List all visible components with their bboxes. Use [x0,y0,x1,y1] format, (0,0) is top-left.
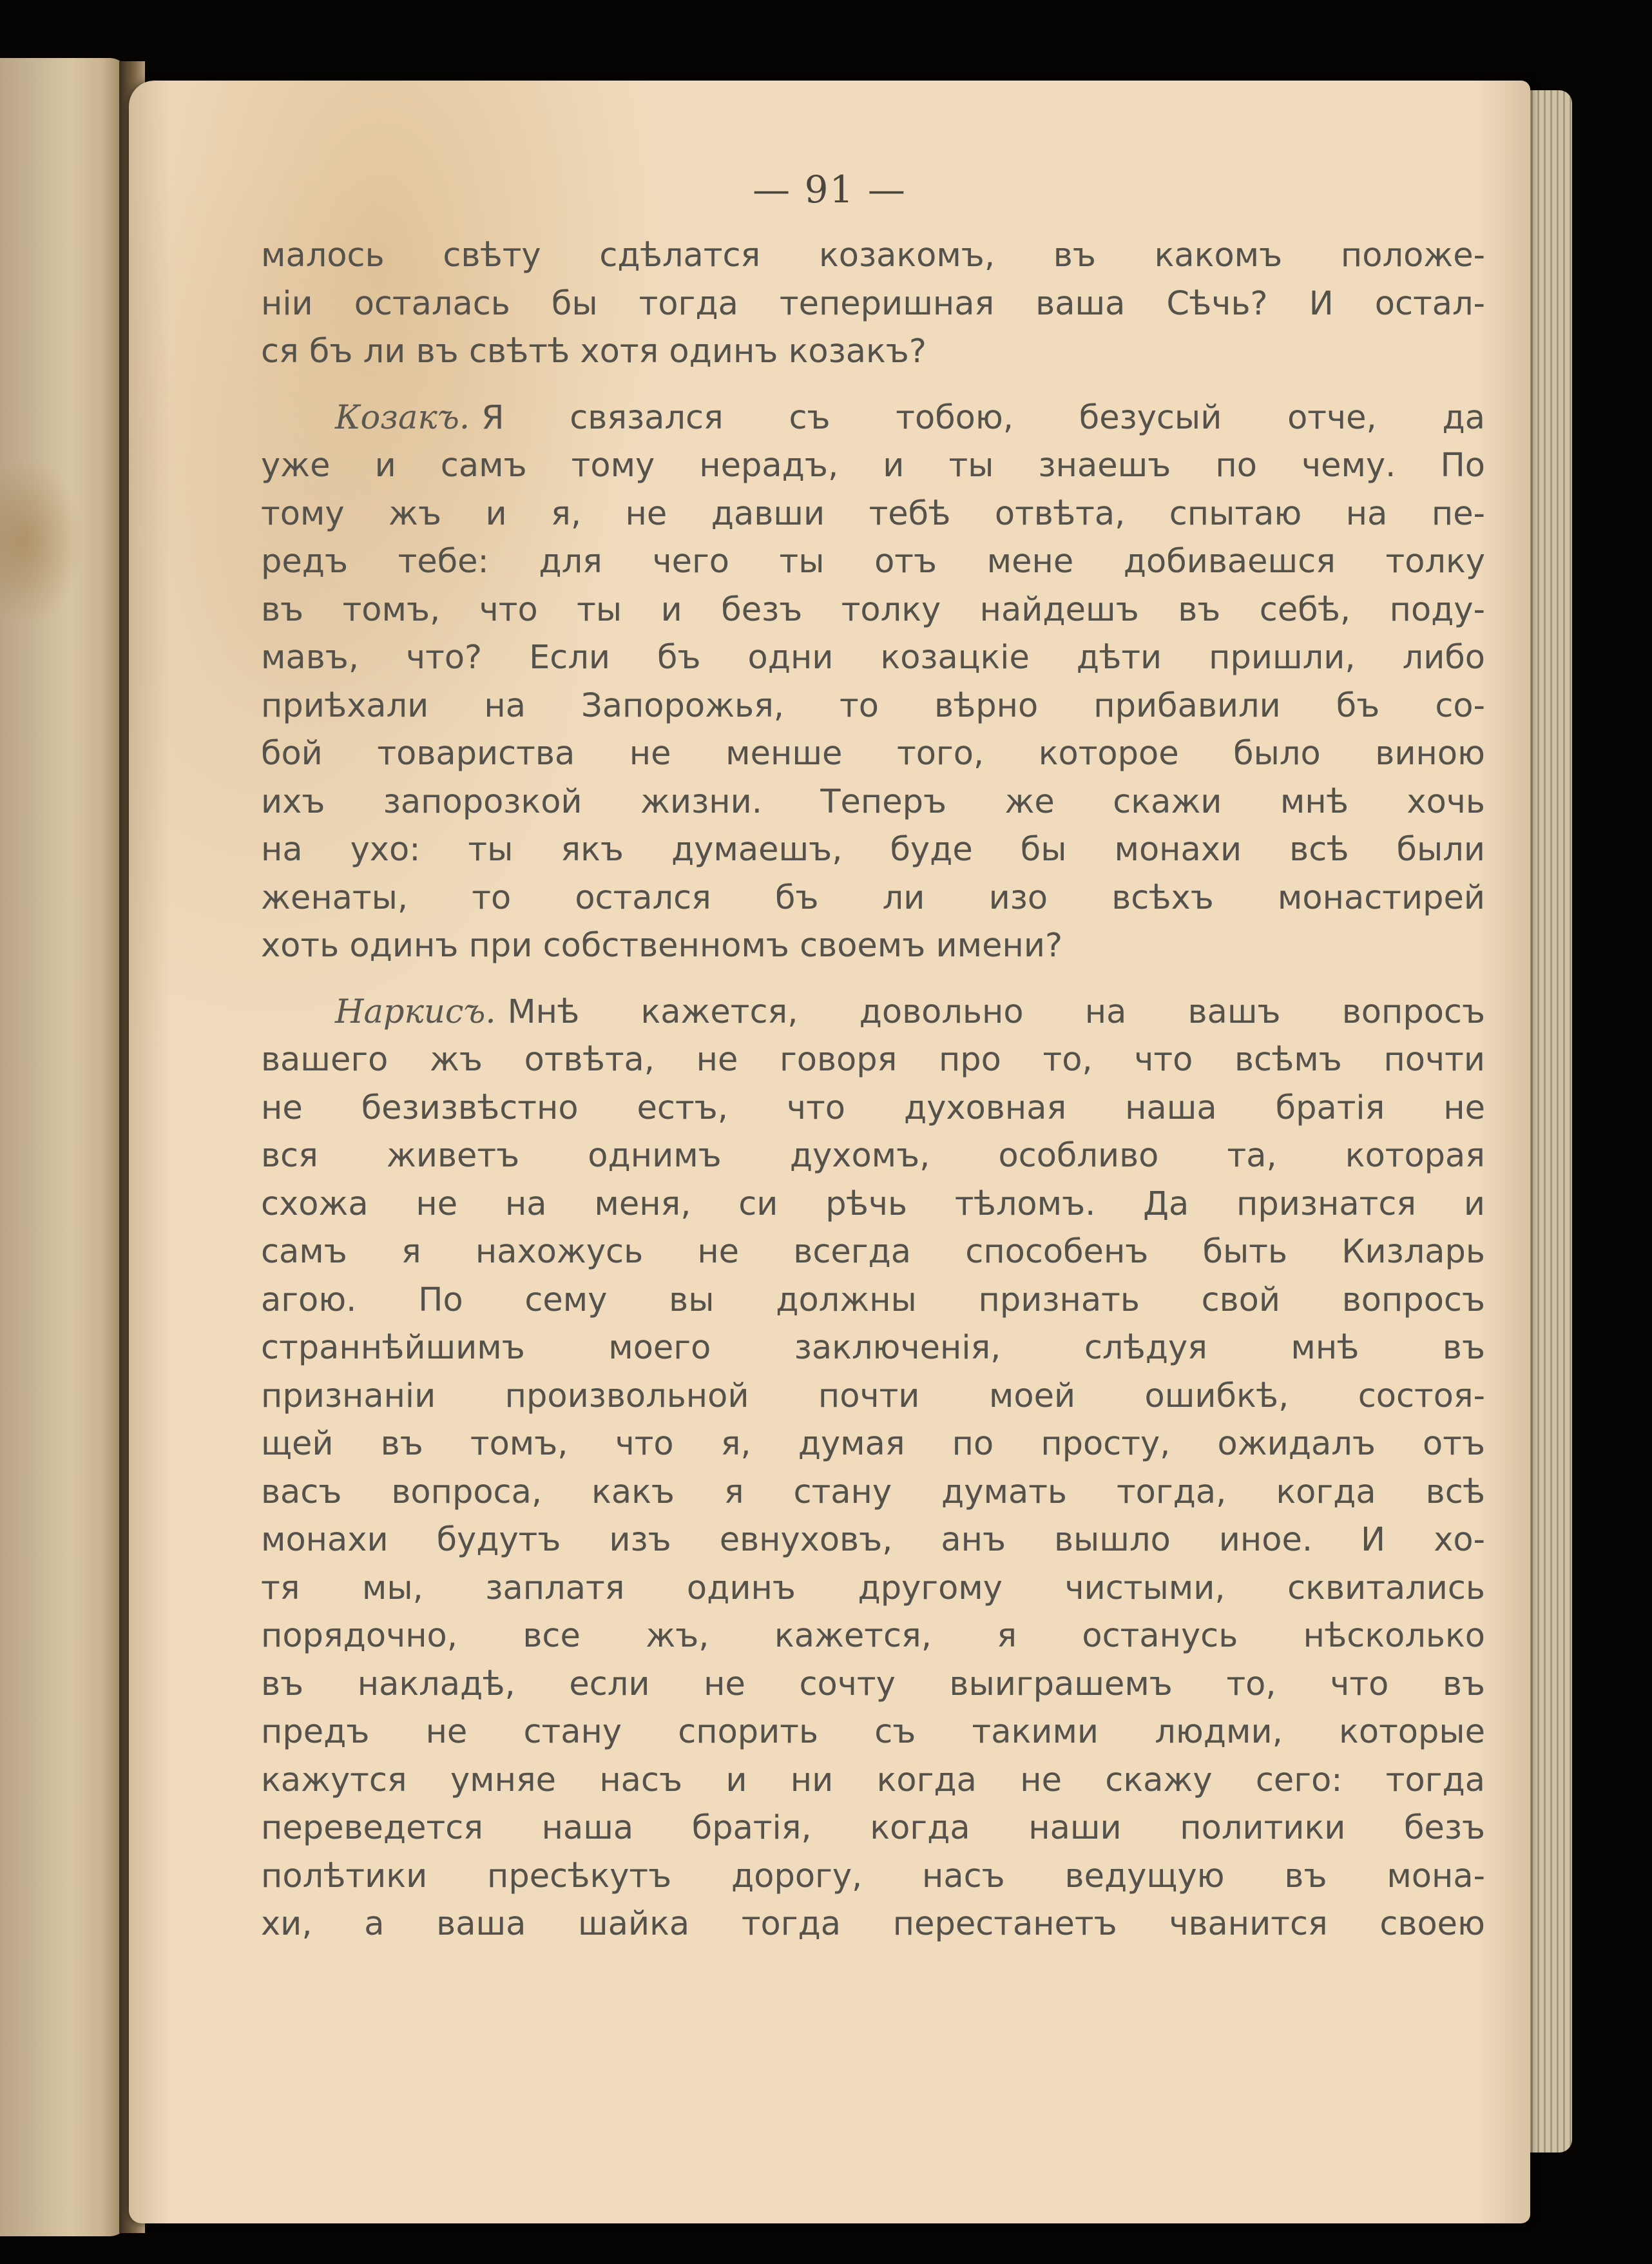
paragraph [261,394,1485,971]
text-line-content: Я связался съ тобою, безусый отче, да [481,398,1485,437]
text-line: схожа не на меня, си рѣчь тѣломъ. Да признатся и [261,1185,1485,1223]
text-line: предъ не стану спорить съ такими людми, которые [261,1713,1485,1751]
text-line: мавъ, что? Если бъ одни козацкiе дѣти пришли, либо [261,639,1485,677]
text-line: признанiи произвольной почти моей ошибкѣ, состоя- [261,1377,1485,1415]
text-line: переведется наша братiя, когда наши политики безъ [261,1809,1485,1847]
speaker-name: Козакъ. [335,398,470,437]
text-line [261,989,1485,1037]
text-line: вся живетъ однимъ духомъ, особливо та, которая [261,1137,1485,1175]
text-line [261,394,1485,443]
text-line: порядочно, все жъ, кажется, я останусь нѣсколько [261,1617,1485,1655]
text-line: уже и самъ тому нерадъ, и ты знаешъ по чему. По [261,447,1485,485]
text-line-content: Мнѣ кажется, довольно на вашъ вопросъ [507,992,1485,1031]
text-line: полѣтики пресѣкутъ дорогу, насъ ведущую въ мона- [261,1857,1485,1895]
paragraph [261,989,1485,1949]
text-line: щей въ томъ, что я, думая по просту, ожидалъ отъ [261,1425,1485,1463]
text-line: самъ я нахожусь не всегда способенъ быть Кизларь [261,1233,1485,1271]
text-line: тому жъ и я, не давши тебѣ отвѣта, спытаю на пе- [261,494,1485,533]
text-line: хоть одинъ при собственномъ своемъ имени? [261,927,1063,965]
text-line: бой товариства не менше того, которое было виною [261,735,1485,773]
text-line: агою. По сему вы должны признать свой вопросъ [261,1281,1485,1319]
text-line: кажутся умняе насъ и ни когда не скажу сего: тогда [261,1761,1485,1799]
text-line: вашего жъ отвѣта, не говоря про то, что всѣмъ почти [261,1041,1485,1079]
text-line: васъ вопроса, какъ я стану думать тогда, когда всѣ [261,1473,1485,1511]
text-line: редъ тебе: для чего ты отъ мене добиваешся толку [261,543,1485,581]
text-line: въ томъ, что ты и безъ толку найдешъ въ себѣ, поду- [261,590,1485,629]
book-page [129,81,1530,2223]
text-line: монахи будутъ изъ евнуховъ, анъ вышло иное. И хо- [261,1521,1485,1559]
left-page-edge [0,58,129,2236]
page-text [261,232,1485,1967]
text-line: хи, а ваша шайка тогда перестанетъ чванится своею [261,1905,1485,1943]
text-line: не безизвѣстно естъ, что духовная наша братiя не [261,1088,1485,1127]
text-line: малось свѣту сдѣлатся козакомъ, въ какомъ положе- [261,237,1485,275]
text-line: женаты, то остался бъ ли изо всѣхъ монастирей [261,878,1485,917]
text-line: ихъ запорозкой жизни. Теперъ же скажи мнѣ хочь [261,782,1485,821]
speaker-name: Наркисъ. [335,992,496,1031]
text-line: тя мы, заплатя одинъ другому чистыми, сквитались [261,1569,1485,1607]
text-line: ся бъ ли въ свѣтѣ хотя одинъ козакъ? [261,333,927,371]
text-line: на ухо: ты якъ думаешъ, буде бы монахи всѣ были [261,831,1485,869]
water-stain [0,458,84,625]
text-line: приѣхали на Запорожья, то вѣрно прибавили бъ со- [261,686,1485,725]
page-number: — 91 — [753,168,907,211]
text-line: нiи осталась бы тогда теперишная ваша Сѣчь? И остал- [261,284,1485,323]
text-line: страннѣйшимъ моего заключенiя, слѣдуя мнѣ въ [261,1329,1485,1367]
text-line: въ накладѣ, если не сочту выиграшемъ то, что въ [261,1665,1485,1703]
paragraph [261,232,1485,376]
